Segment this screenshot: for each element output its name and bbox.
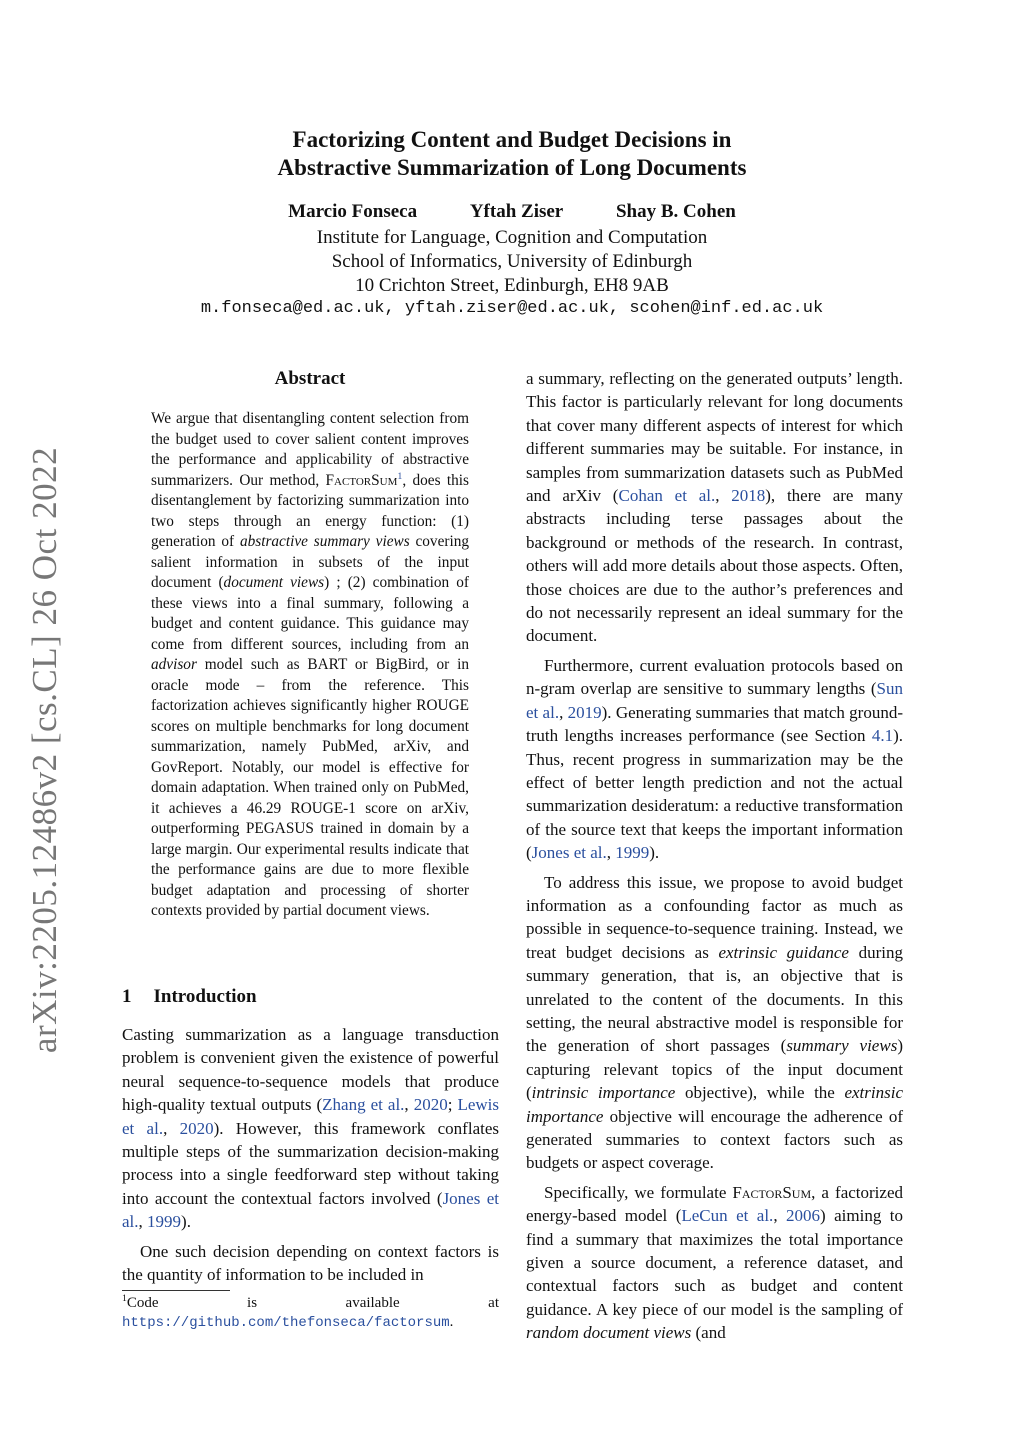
- citation-link[interactable]: 2006: [786, 1206, 821, 1226]
- author-list: [0, 201, 1024, 223]
- author: Marcio Fonseca: [288, 201, 418, 222]
- citation-link[interactable]: Zhang et al.: [322, 1095, 405, 1115]
- citation-link[interactable]: 2020: [179, 1118, 214, 1138]
- citation-link[interactable]: Jones et al.: [531, 843, 607, 863]
- citation-link[interactable]: 1999: [615, 843, 650, 863]
- affiliation-line: Institute for Language, Cognition and Computation: [316, 227, 708, 248]
- paragraph: Casting summarization as a language transduction problem is convenient given the existence of powerful neural sequence-to-sequence models that produce high-quality textual outputs (Zhang et al., 2020; Lewis et al., 2020). However, this framework conflates multiple steps of the summarization decision-making process into a single feedforward step without taking into account the contextual factors involved (Jones et al., 1999).: [122, 1025, 499, 1232]
- footnote-ref[interactable]: 1: [397, 470, 403, 482]
- title-line-2: Abstractive Summarization of Long Documents: [277, 155, 747, 180]
- method-name: FactorSum: [732, 1182, 812, 1202]
- section-number: 1: [122, 986, 132, 1007]
- citation-link[interactable]: 1999: [147, 1212, 182, 1232]
- citation-link[interactable]: Lewis et al.: [122, 1095, 499, 1138]
- abstract-text: model such as BART or BigBird, or in oracle mode – from the reference. This factorization achieves significantly higher ROUGE scores on multiple benchmarks for long document summarization, namely PubMed, arXiv, and GovReport. Notably, our model is effective for domain adaptation. When trained only on PubMed, it achieves a 46.29 ROUGE-1 score on arXiv, outperforming PEGASUS trained in domain by a large margin. Our experimental results indicate that the performance gains are due to more flexible budget adaptation and processing of shorter contexts provided by partial document views.: [151, 656, 469, 919]
- title-line-1: Factorizing Content and Budget Decisions in: [292, 127, 732, 152]
- section-title: Introduction: [153, 986, 257, 1007]
- section-heading-introduction: [122, 986, 257, 1008]
- affiliation-line: School of Informatics, University of Edinburgh: [331, 251, 693, 272]
- author: Yftah Ziser: [469, 201, 564, 222]
- abstract-text: , does this disentanglement by factorizing summarization into two steps through an energy function: (1) generation of: [151, 471, 469, 550]
- method-name: FactorSum: [325, 471, 398, 489]
- abstract-text: We argue that disentangling content selection from the budget used to cover salient content improves the performance and applicability of abstractive summarizers. Our method,: [151, 410, 469, 489]
- affiliation-line: 10 Crichton Street, Edinburgh, EH8 9AB: [355, 275, 669, 296]
- github-link[interactable]: https://github.com/thefonseca/factorsum: [122, 1315, 450, 1331]
- paragraph: Furthermore, current evaluation protocols based on n-gram overlap are sensitive to summary lengths (Sun et al., 2019). Generating summaries that match ground-truth lengths increases performance (see Section 4.1). Thus, recent progress in summarization may be the effect of better length prediction and not the actual summarization desideratum: a reductive transformation of the source text that keeps the important information (Jones et al., 1999).: [526, 655, 904, 863]
- citation-link[interactable]: 2020: [413, 1095, 448, 1115]
- citation-link[interactable]: 2018: [731, 486, 766, 506]
- abstract-text: ) ; (2) combination of these views into a final summary, following a budget and content guidance. This guidance may come from different sources, including from an: [151, 574, 469, 653]
- abstract-body: [151, 409, 469, 922]
- section-link[interactable]: 4.1: [871, 726, 894, 746]
- abstract-emphasis: abstractive summary views: [239, 533, 410, 550]
- footnote-mark: 1: [122, 1293, 127, 1304]
- arxiv-id: arXiv:2205.12486v2 [cs.CL] 26 Oct 2022: [25, 446, 64, 1054]
- affiliation: [0, 226, 1024, 298]
- paragraph: a summary, reflecting on the generated outputs’ length. This factor is particularly relevant for long documents that cover many different aspects of interest for which different summaries may be suitable. For instance, in samples from summarization datasets such as PubMed and arXiv (Cohan et al., 2018), there are many abstracts including terse passages about the background or methods of the research. In contrast, others will add more details about those aspects. Often, those choices are due to the author’s preferences and do not necessarily represent an ideal summary for the document.: [526, 369, 903, 646]
- arxiv-sidebar: [20, 446, 70, 1054]
- author: Shay B. Cohen: [615, 201, 736, 222]
- citation-link[interactable]: 2019: [567, 702, 602, 722]
- paper-title: [0, 126, 1024, 182]
- paragraph: One such decision depending on context factors is the quantity of information to be included in: [122, 1241, 499, 1285]
- citation-link[interactable]: LeCun et al.: [681, 1206, 774, 1226]
- citation-link[interactable]: Sun et al.: [526, 679, 903, 722]
- abstract-heading: Abstract: [274, 368, 346, 389]
- paragraph: Specifically, we formulate FactorSum, a factorized energy-based model (LeCun et al., 2006) aiming to find a summary that maximizes the total importance given a source document, a reference dataset, and contextual factors such as budget and content guidance. A key piece of our model is the sampling of random document views (and: [526, 1182, 904, 1343]
- left-column-body: [122, 1023, 499, 1292]
- abstract-emphasis: document views: [223, 574, 325, 591]
- right-column-body: [526, 367, 903, 1351]
- paragraph: To address this issue, we propose to avoid budget information as a confounding factor as much as possible in sequence-to-sequence training. Instead, we treat budget decisions as extrinsic guidance during summary generation, that is, an objective that is unrelated to the content of the documents. In this setting, the neural abstractive model is responsible for the generation of short passages (summary views) capturing relevant topics of the input document (intrinsic importance objective), while the extrinsic importance objective will encourage the adherence of generated summaries to context factors such as budgets or aspect coverage.: [526, 872, 903, 1173]
- abstract-emphasis: advisor: [151, 656, 197, 673]
- footnote: $^1$Code is available at https://github.com/thefonseca/factorsum.: [122, 1293, 499, 1331]
- citation-link[interactable]: Cohan et al.: [618, 486, 716, 506]
- footnote-rule: [122, 1290, 230, 1291]
- citation-link[interactable]: Jones et al.: [122, 1188, 499, 1232]
- abstract-text: covering salient information in subsets of the input document (: [151, 533, 469, 591]
- footnote-text: Code is available at: [126, 1295, 499, 1311]
- author-emails[interactable]: m.fonseca@ed.ac.uk, yftah.ziser@ed.ac.uk, scohen@inf.ed.ac.uk: [200, 299, 824, 318]
